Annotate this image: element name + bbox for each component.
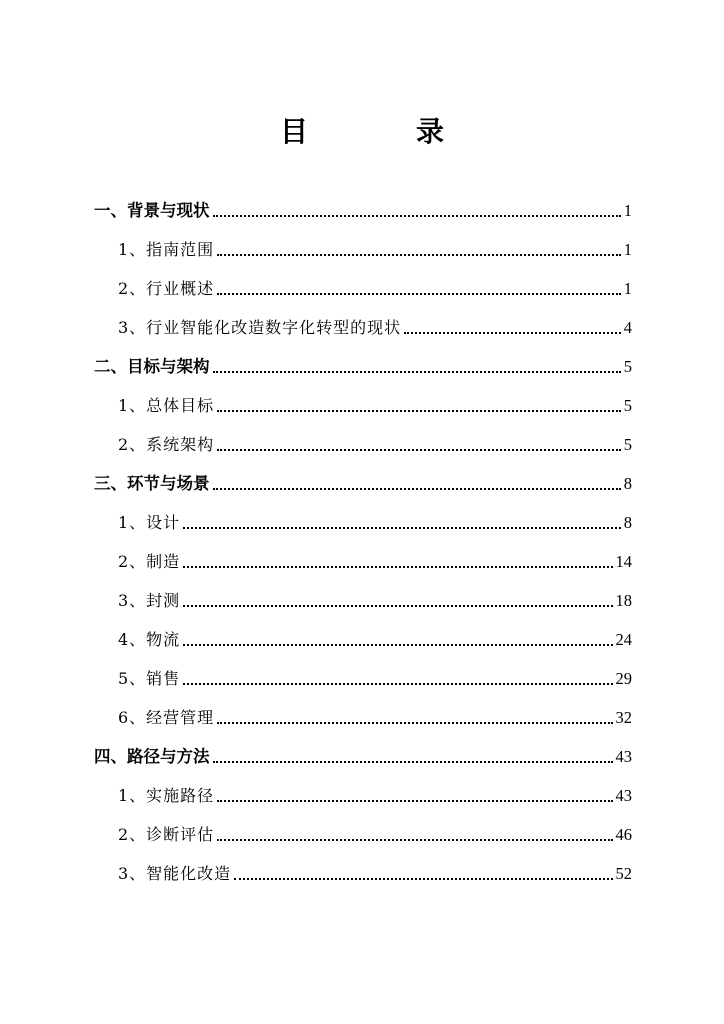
toc-page-number: 8 <box>623 474 632 493</box>
toc-page-number: 5 <box>623 435 632 454</box>
toc-entry-label: 5、销售 <box>118 669 181 688</box>
toc-section-entry[interactable] <box>94 182 632 221</box>
toc-dot-leader <box>183 643 612 646</box>
toc-section-entry[interactable] <box>94 338 632 377</box>
toc-entry-label: 2、系统架构 <box>118 435 215 454</box>
toc-entry-label: 四、路径与方法 <box>94 747 210 766</box>
toc-entry-label: 1、设计 <box>118 513 181 532</box>
toc-subsection-entry[interactable] <box>94 416 632 455</box>
toc-page-number: 1 <box>623 279 632 298</box>
toc-dot-leader <box>234 877 612 880</box>
toc-page-number: 46 <box>615 825 632 844</box>
toc-dot-leader <box>404 331 621 334</box>
toc-page-number: 29 <box>615 669 632 688</box>
toc-entry-label: 2、诊断评估 <box>118 825 215 844</box>
toc-subsection-entry[interactable] <box>94 611 632 650</box>
toc-dot-leader <box>217 409 621 412</box>
toc-dot-leader <box>217 838 612 841</box>
toc-entry-label: 6、经营管理 <box>118 708 215 727</box>
toc-dot-leader <box>213 487 621 490</box>
toc-page-number: 14 <box>615 552 632 571</box>
toc-page-number: 5 <box>623 396 632 415</box>
toc-page-number: 8 <box>623 513 632 532</box>
toc-dot-leader <box>183 604 612 607</box>
toc-subsection-entry[interactable] <box>94 377 632 416</box>
toc-dot-leader <box>217 721 612 724</box>
toc-page-number: 43 <box>615 747 632 766</box>
toc-dot-leader <box>217 253 621 256</box>
toc-subsection-entry[interactable] <box>94 767 632 806</box>
toc-subsection-entry[interactable] <box>94 572 632 611</box>
toc-subsection-entry[interactable] <box>94 260 632 299</box>
toc-entry-label: 3、封测 <box>118 591 181 610</box>
toc-entry-label: 2、行业概述 <box>118 279 215 298</box>
toc-dot-leader <box>183 526 621 529</box>
toc-dot-leader <box>213 214 621 217</box>
toc-subsection-entry[interactable] <box>94 533 632 572</box>
toc-page-number: 43 <box>615 786 632 805</box>
toc-page-number: 18 <box>615 591 632 610</box>
toc-subsection-entry[interactable] <box>94 299 632 338</box>
toc-section-entry[interactable] <box>94 728 632 767</box>
toc-entry-label: 1、总体目标 <box>118 396 215 415</box>
toc-dot-leader <box>217 292 621 295</box>
toc-dot-leader <box>217 799 612 802</box>
toc-page-number: 1 <box>623 201 632 220</box>
toc-dot-leader <box>213 760 613 763</box>
toc-page-number: 32 <box>615 708 632 727</box>
toc-entry-label: 3、智能化改造 <box>118 864 232 883</box>
toc-entry-label: 4、物流 <box>118 630 181 649</box>
toc-dot-leader <box>217 448 621 451</box>
toc-dot-leader <box>183 565 612 568</box>
toc-page-number: 1 <box>623 240 632 259</box>
toc-subsection-entry[interactable] <box>94 845 632 884</box>
toc-entry-label: 一、背景与现状 <box>94 201 210 220</box>
toc-page-number: 4 <box>623 318 632 337</box>
toc-entry-label: 二、目标与架构 <box>94 357 210 376</box>
toc-page-number: 52 <box>615 864 632 883</box>
toc-section-entry[interactable] <box>94 455 632 494</box>
toc-dot-leader <box>183 682 612 685</box>
toc-entry-label: 3、行业智能化改造数字化转型的现状 <box>118 318 402 337</box>
toc-entry-label: 1、指南范围 <box>118 240 215 259</box>
toc-entry-label: 2、制造 <box>118 552 181 571</box>
toc-subsection-entry[interactable] <box>94 494 632 533</box>
toc-subsection-entry[interactable] <box>94 806 632 845</box>
toc-entry-label: 1、实施路径 <box>118 786 215 805</box>
table-of-contents <box>94 182 632 884</box>
toc-page-number: 24 <box>615 630 632 649</box>
page-title: 目 录 <box>279 115 484 148</box>
toc-subsection-entry[interactable] <box>94 689 632 728</box>
toc-subsection-entry[interactable] <box>94 221 632 260</box>
toc-dot-leader <box>213 370 621 373</box>
toc-page-number: 5 <box>623 357 632 376</box>
toc-entry-label: 三、环节与场景 <box>94 474 210 493</box>
toc-subsection-entry[interactable] <box>94 650 632 689</box>
